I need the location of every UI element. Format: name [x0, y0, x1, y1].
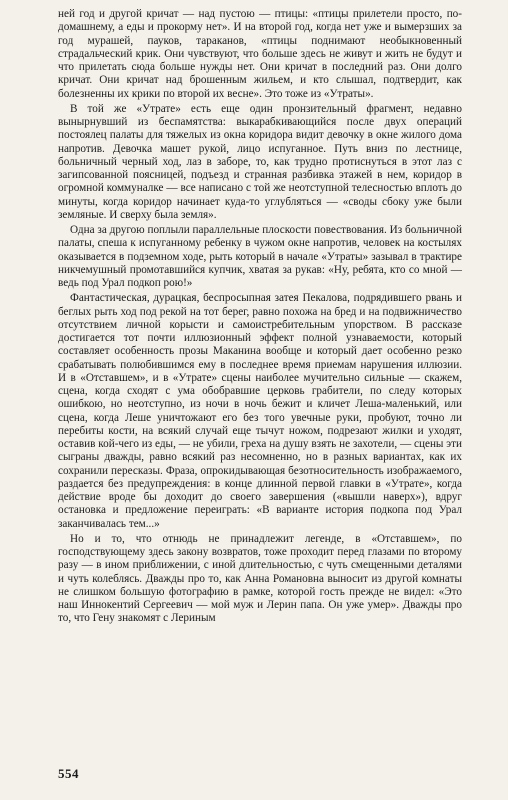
paragraph: Одна за другою поплыли параллельные плоскости повествования. Из больничной палаты, спеша к испуганному ребенку в чужом окне напротив, человек на костылях оказывается в подземном ходе, рыть который в начале «Утраты» зазывал в трактире никчемушный промотавшийся купчик, хватая за рукав: «Ну, ребята, кто со мной — ведь под Урал подкоп рою!» — [58, 224, 462, 289]
paragraph: В той же «Утрате» есть еще один пронзительный фрагмент, недавно вынырнувший из беспамятства: выкарабкивающийся после двух операций постоялец палаты для тяжелых из окна коридора видит девочку в окне жилого дома напротив. Девочка машет рукой, лицо испуганное. Путь вниз по лестнице, больничный черный ход, лаз в заборе, то, как трудно протиснуться в этот лаз с загипсованной поясницей, подъезд и странная разбивка этажей в нем, коридор в огромной коммуналке — все написано с той же неотступной телесностью вплоть до минуты, когда коридор начинает куда-то углубляться — «своды сбоку уже были земляные. И сверху была земля». — [58, 102, 462, 221]
paragraph: Но и то, что отнюдь не принадлежит легенде, в «Отставшем», по господствующему здесь закону возвратов, тоже проходит перед глазами по второму разу — в ином приближении, с иной длительностью, с чуть смещенными деталями и чуть колеблясь. Дважды про то, как Анна Романовна выносит из другой комнаты не слишком большую фотографию в рамке, которой гость прежде не видел: «Это наш Иннокентий Сергеевич — мой муж и Лерин папа. Он уже умер». Дважды про то, что Гену знакомят с Лериным — [58, 532, 462, 625]
paragraph: Фантастическая, дурацкая, беспросыпная затея Пекалова, подрядившего рвань и беглых рыть ход под рекой на тот берег, равно похожа на бред и на подвижничество отсутствием личной корысти и самоистребительным упорством. В рассказе достигается тот почти иллюзионный эффект полной узнаваемости, который составляет особенность прозы Маканина вообще и который дает особенно резко срабатывать полюбившимся ему в последнее время приемам нарушения иллюзии. И в «Отставшем», и в «Утрате» сцены наиболее мучительно сильные — скажем, сцена, когда сходят с ума обобравшие церковь грабители, по следу которых ошибкою, но неотступно, из ночи в ночь бежит и кличет Леша-маленький, или сцена, когда Леше уничтожают его без того увечные руки, пробуют, точно ли перебиты кости, на всякий случай еще тычут ножом, подрезают жилки и уходят, оставив кой-чего из еды, — не убили, греха на душу взять не захотели, — сцены эти сыграны дважды, равно всякий раз несомненно, но в разных вариантах, как их сохранили пересказы. Фраза, опрокидывающая безотносительность изображаемого, раздается без предупреждения: в конце длинной первой главки в «Утрате», когда действие вроде бы доходит до своего завершения («вышли наверх»), вдруг остановка и предложение переиграть: «В варианте история подкопа под Урал заканчивалась тем...» — [58, 292, 462, 530]
paragraph: ней год и другой кричат — над пустою — птицы: «птицы прилетели просто, по-домашнему, а еды и прокорму нет». И на второй год, когда нет уже и вымерзших за год мурашей, пауков, тараканов, «птицы поднимают необыкновенный страдальческий крик. Они чувствуют, что больше здесь не живут и жить не будут и что прилетать сюда больше нужды нет. Они кричат в последний раз. Они долго кричат. Они кричат над брошенным жильем, и кто слышал, подтвердит, как болезненны их крики по второй их весне». Это тоже из «Утраты». — [58, 8, 462, 100]
page-number: 554 — [58, 766, 79, 781]
body-text — [58, 8, 462, 628]
